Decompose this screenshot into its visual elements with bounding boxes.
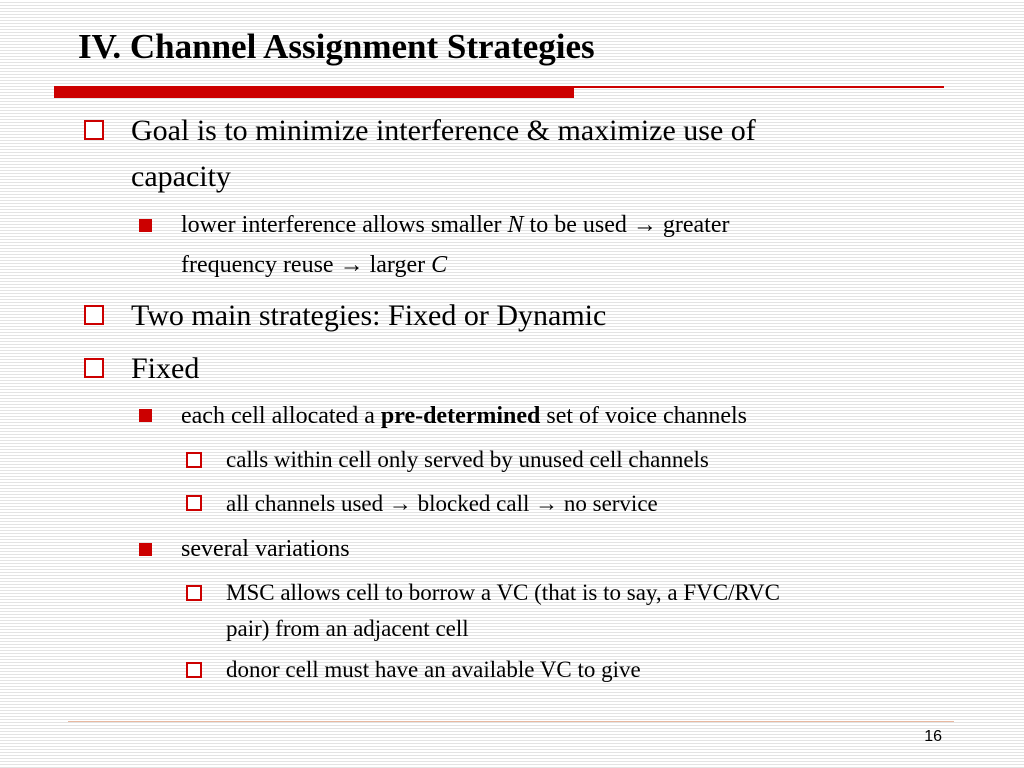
hollow-square-icon xyxy=(186,662,202,678)
bullet-two-strategies: Two main strategies: Fixed or Dynamic xyxy=(131,299,607,332)
hollow-square-icon xyxy=(84,120,104,140)
bullet-lower-interference-line1 xyxy=(181,205,729,245)
text-segment: lower interference allows smaller xyxy=(181,212,508,238)
filled-square-icon xyxy=(139,409,152,422)
slide-title: IV. Channel Assignment Strategies xyxy=(78,27,595,66)
hollow-square-icon xyxy=(84,358,104,378)
variable-n: N xyxy=(507,212,524,238)
bullet-all-channels-used: all channels used → blocked call → no service xyxy=(226,491,658,516)
hollow-square-icon xyxy=(84,305,104,325)
bullet-several-variations: several variations xyxy=(181,536,350,562)
text-segment: frequency reuse → larger xyxy=(181,252,432,278)
bullet-goal-line2: capacity xyxy=(131,160,231,193)
hollow-square-icon xyxy=(186,585,202,601)
bullet-msc-borrow-line2: pair) from an adjacent cell xyxy=(226,616,469,641)
bullet-goal-line1: Goal is to minimize interference & maximize use of xyxy=(131,114,756,147)
filled-square-icon xyxy=(139,219,152,232)
bullet-each-cell-allocated xyxy=(181,396,747,436)
bullet-fixed: Fixed xyxy=(131,352,200,385)
variable-c: C xyxy=(431,252,448,278)
text-segment: set of voice channels xyxy=(540,403,747,429)
emphasis-predetermined: pre-determined xyxy=(380,403,541,429)
text-segment: each cell allocated a xyxy=(181,403,381,429)
bullet-msc-borrow-line1: MSC allows cell to borrow a VC (that is to say, a FVC/RVC xyxy=(226,580,780,605)
title-underline-rule xyxy=(574,86,944,88)
title-underline-bar xyxy=(54,86,574,98)
bullet-calls-within-cell: calls within cell only served by unused cell channels xyxy=(226,447,709,472)
hollow-square-icon xyxy=(186,452,202,468)
page-number: 16 xyxy=(924,728,942,745)
text-segment: to be used → greater xyxy=(523,212,730,238)
bullet-donor-cell: donor cell must have an available VC to give xyxy=(226,657,641,682)
filled-square-icon xyxy=(139,543,152,556)
bullet-lower-interference-line2 xyxy=(181,245,447,285)
hollow-square-icon xyxy=(186,495,202,511)
footer-rule xyxy=(68,721,954,722)
